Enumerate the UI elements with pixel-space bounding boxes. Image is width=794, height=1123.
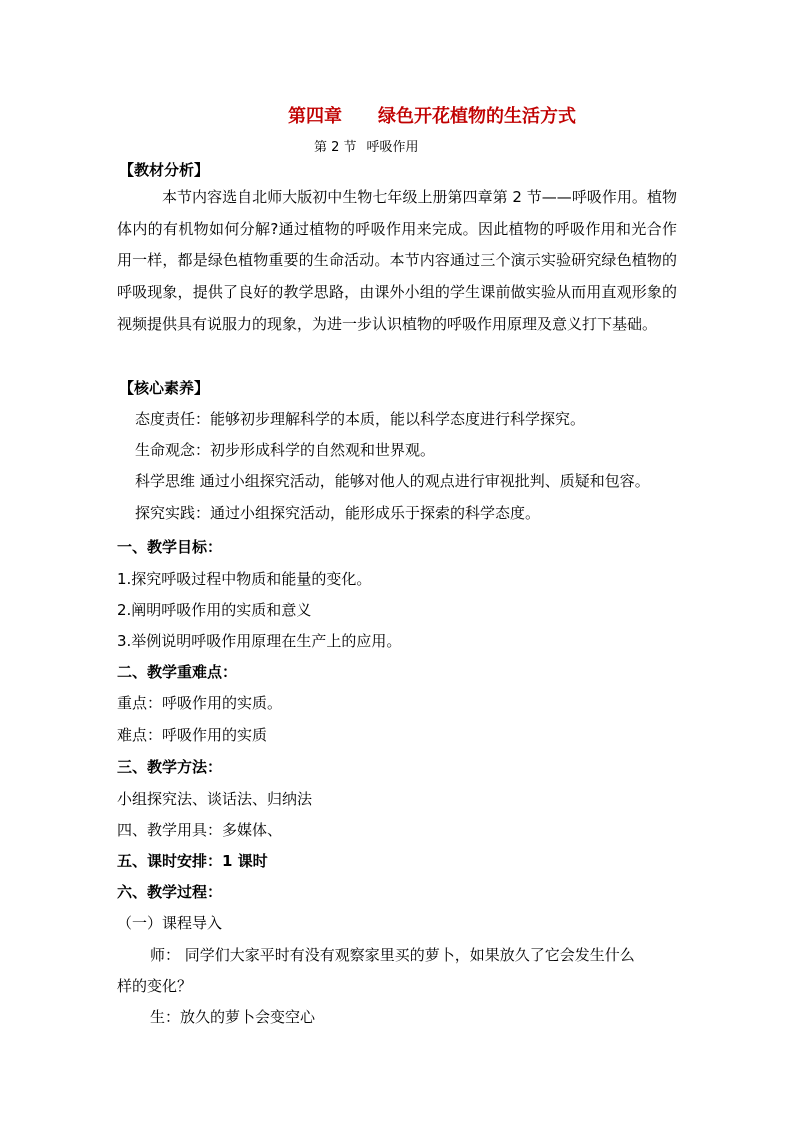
methods-text: 小组探究法、谈话法、归纳法 xyxy=(117,790,313,808)
process-heading: 六、教学过程： xyxy=(117,883,223,901)
key-point-focus: 重点：呼吸作用的实质。 xyxy=(117,694,283,712)
key-points-heading: 二、教学重难点： xyxy=(117,663,238,681)
teacher-dialogue: 师： 同学们大家平时有没有观察家里买的萝卜，如果放久了它会发生什么 xyxy=(150,946,635,964)
core-literacy-heading: 【核心素养】 xyxy=(119,379,210,397)
core-literacy-item: 探究实践：通过小组探究活动，能形成乐于探索的科学态度。 xyxy=(135,504,541,522)
section-title xyxy=(314,139,419,157)
section-name: 呼吸作用 xyxy=(366,140,419,155)
objective-item: 3.举例说明呼吸作用原理在生产上的应用。 xyxy=(117,632,402,650)
chapter-number: 第四章 xyxy=(288,106,342,127)
core-literacy-item: 科学思维 通过小组探究活动，能够对他人的观点进行审视批判、质疑和包容。 xyxy=(135,472,650,490)
core-literacy-item: 态度责任：能够初步理解科学的本质，能以科学态度进行科学探究。 xyxy=(135,410,586,428)
objective-item: 2.阐明呼吸作用的实质和意义 xyxy=(117,601,312,619)
process-subheading: （一）课程导入 xyxy=(117,914,223,932)
section-number: 第 2 节 xyxy=(314,140,357,155)
chapter-name: 绿色开花植物的生活方式 xyxy=(378,106,576,127)
schedule-text: 五、课时安排：1 课时 xyxy=(117,852,268,870)
teacher-dialogue-continued: 样的变化？ xyxy=(117,977,193,995)
methods-heading: 三、教学方法： xyxy=(117,758,223,776)
material-analysis-heading: 【教材分析】 xyxy=(119,161,210,179)
tools-text: 四、教学用具：多媒体、 xyxy=(117,821,283,839)
student-dialogue: 生：放久的萝卜会变空心 xyxy=(150,1008,316,1026)
chapter-title xyxy=(288,105,576,129)
core-literacy-item: 生命观念：初步形成科学的自然观和世界观。 xyxy=(135,441,436,459)
objectives-heading: 一、教学目标： xyxy=(117,538,223,556)
key-point-difficulty: 难点：呼吸作用的实质 xyxy=(117,726,268,744)
objective-item: 1.探究呼吸过程中物质和能量的变化。 xyxy=(117,570,372,588)
material-analysis-paragraph: 本节内容选自北师大版初中生物七年级上册第四章第 2 节——呼吸作用。植物体内的有机物如何分解?通过植物的呼吸作用来完成。因此植物的呼吸作用和光合作用一样，都是绿色植物重要的生命活动。本节内容通过三个演示实验研究绿色植物的呼吸现象，提供了良好的教学思路，由课外小组的学生课前做实验从而用直观形象的视频提供具有说服力的现象，为进一步认识植物的呼吸作用原理及意义打下基础。 xyxy=(117,188,677,333)
